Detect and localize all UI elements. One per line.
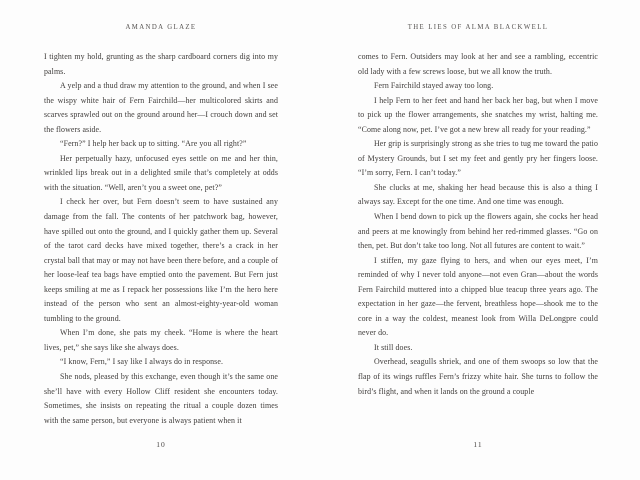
paragraph: I help Fern to her feet and hand her back her bag, but when I move to pick up the flower arrangements, she snatches my wrist, halting me. “Come along now, pet. I’ve got a new brew all ready for your reading.” bbox=[358, 95, 598, 134]
paragraph: Fern Fairchild stayed away too long. bbox=[374, 81, 494, 91]
paragraph: A yelp and a thud draw my attention to the ground, and when I see the wispy white hair of Fern Fairchild—her multicolored skirts and scarves sprawled out on the ground around her—I crouch down and set the flowers aside. bbox=[44, 81, 278, 134]
running-header-author: AMANDA GLAZE bbox=[125, 24, 197, 31]
running-header-book-title: THE LIES OF ALMA BLACKWELL bbox=[407, 24, 549, 31]
paragraph: Overhead, seagulls shriek, and one of them swoops so low that the flap of its wings ruffles Fern’s frizzy white hair. She turns to follow the bird’s flight, and when it lands on the ground a couple bbox=[358, 357, 598, 396]
paragraph: When I’m done, she pats my cheek. “Home is where the heart lives, pet,” she says like she always does. bbox=[44, 328, 278, 352]
page-number-left: 10 bbox=[156, 440, 166, 449]
paragraph: Her grip is surprisingly strong as she tries to tug me toward the patio of Mystery Grounds, but I set my feet and gently pry her fingers loose. “I’m sorry, Fern. I can’t today.” bbox=[358, 139, 598, 178]
paragraph: I tighten my hold, grunting as the sharp cardboard corners dig into my palms. bbox=[44, 52, 278, 76]
paragraph: It still does. bbox=[374, 342, 413, 352]
right-page-body-text bbox=[358, 50, 598, 399]
left-page bbox=[44, 0, 278, 480]
paragraph: “I know, Fern,” I say like I always do in response. bbox=[60, 357, 224, 367]
paragraph: comes to Fern. Outsiders may look at her and see a rambling, eccentric old lady with a few screws loose, but we all know the truth. bbox=[358, 52, 598, 76]
left-page-body-text bbox=[44, 50, 278, 428]
right-page bbox=[358, 0, 598, 480]
paragraph: “Fern?” I help her back up to sitting. “Are you all right?” bbox=[60, 139, 247, 149]
paragraph: I check her over, but Fern doesn’t seem to have sustained any damage from the fall. The contents of her patchwork bag, however, have spilled out onto the ground, and I quickly gather them up. Several of the tarot card decks have mixed together, there’s a crack in her crystal ball that may or may not have been there before, and a couple of her loose-leaf tea bags have emptied onto the pavement. But Fern just keeps smiling at me as I repack her possessions like I’m the hero here instead of the person who sent an almost-eighty-year-old woman tumbling to the ground. bbox=[44, 197, 278, 323]
paragraph: She clucks at me, shaking her head because this is also a thing I always say. Except for the one time. And one time was enough. bbox=[358, 182, 598, 207]
page-number-right: 11 bbox=[473, 440, 483, 449]
paragraph: She nods, pleased by this exchange, even though it’s the same one she’ll have with every Hollow Cliff resident she encounters today. Sometimes, she insists on repeating the ritual a couple dozen times with the same person, but everyone is always patient when it bbox=[44, 372, 278, 425]
paragraph: When I bend down to pick up the flowers again, she cocks her head and peers at me knowingly from behind her red-rimmed glasses. “Go on then, pet. But don’t take too long. Not all futures are content to wait.” bbox=[358, 212, 598, 251]
paragraph: I stiffen, my gaze flying to hers, and when our eyes meet, I’m reminded of why I never told anyone—not even Gran—about the words Fern Fairchild muttered into a chipped blue teacup three years ago. The expectation in her gaze—the fervent, breathless hope—shook me to the core in a way the coldest, meanest look from Willa DeLongpre could never do. bbox=[358, 255, 598, 338]
paragraph: Her perpetually hazy, unfocused eyes settle on me and her thin, wrinkled lips break out in a delighted smile that’s completely at odds with the situation. “Well, aren’t you a sweet one, pet?” bbox=[44, 153, 278, 192]
